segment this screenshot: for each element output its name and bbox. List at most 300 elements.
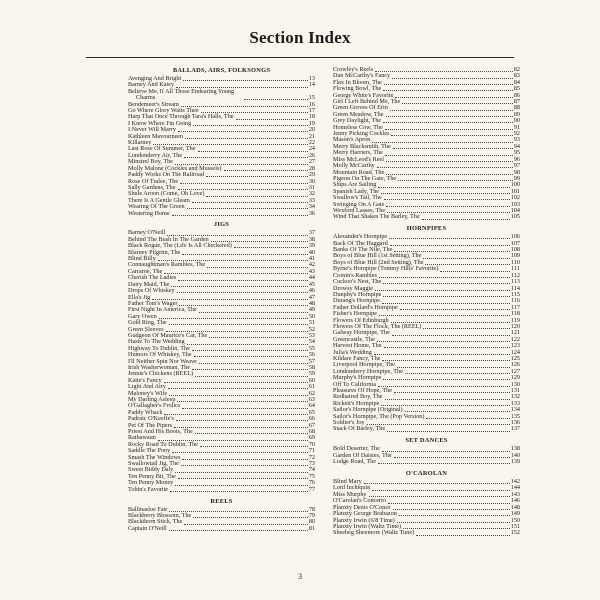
index-entry — [333, 214, 520, 220]
entry-title: Boys of Blue Hill (1st Setting), The — [333, 252, 422, 260]
entry-title: Homeless Cow, The — [333, 123, 383, 131]
entry-page: 125 — [510, 354, 520, 362]
entry-page: 18 — [308, 113, 315, 121]
entry-page: 131 — [510, 387, 520, 394]
dot-leader — [402, 103, 513, 104]
dot-leader — [384, 347, 510, 348]
entry-page: 106 — [510, 233, 520, 241]
dot-leader — [377, 167, 513, 168]
dot-leader — [423, 328, 509, 329]
dot-leader — [383, 90, 513, 91]
entry-title: Blarney Pilgrim, The — [128, 248, 181, 256]
entry-page: 63 — [308, 396, 315, 403]
dot-leader — [385, 399, 510, 400]
entry-page: 118 — [510, 310, 520, 318]
entry-title: Rose Of Tralee, The — [128, 177, 179, 185]
dot-leader — [159, 318, 308, 319]
entry-page: 39 — [308, 242, 315, 250]
entry-title: Ballinasloe Fair — [128, 505, 168, 513]
entry-page: 60 — [308, 376, 315, 384]
entry-page: 107 — [510, 239, 520, 247]
entry-page: 81 — [308, 524, 315, 532]
entry-title: Swinging On A Gate — [333, 200, 385, 208]
entry-title: Swallowtail Jig, The — [128, 460, 179, 468]
dot-leader — [387, 431, 510, 432]
entry-page: 27 — [308, 158, 315, 166]
dot-leader — [383, 296, 510, 297]
dot-leader — [164, 414, 307, 415]
entry-page: 86 — [513, 91, 520, 99]
entry-title: Pet Of The Pipers — [128, 421, 173, 429]
entry-page: 99 — [513, 174, 520, 182]
entry-title: Blind Billy — [128, 255, 156, 263]
dot-leader — [164, 273, 308, 274]
entry-title: Sheebeg Sheemore (Waltz Tune) — [333, 529, 415, 537]
dot-leader — [184, 524, 307, 525]
dot-leader — [192, 350, 308, 351]
dot-leader — [386, 161, 513, 162]
dot-leader — [182, 254, 308, 255]
entry-title: Flowers Of The Flock, The (REEL) — [333, 322, 422, 330]
index-entry — [333, 426, 520, 432]
entry-page: 82 — [513, 66, 520, 73]
entry-title: Bendemeer's Stream — [128, 100, 179, 108]
entry-page: 17 — [308, 107, 315, 115]
page-title: Section Index — [249, 28, 351, 47]
entry-title: Highway To Dublin, The — [128, 344, 190, 352]
entry-title: Gudgeon Of Maurice's Car, The — [128, 331, 208, 339]
entry-page: 143 — [510, 490, 520, 498]
entry-page: 137 — [510, 425, 520, 433]
entry-title: Saddle The Pony — [128, 447, 171, 455]
dot-leader — [369, 496, 510, 497]
entry-title: Dairy Maid, The — [128, 280, 170, 288]
entry-title: Harvest Home, The — [333, 342, 382, 350]
entry-title: Rathawaun — [128, 434, 156, 442]
entry-title: There Is A Gentle Gleam — [128, 196, 190, 204]
entry-page: 126 — [510, 361, 520, 369]
entry-page: 98 — [513, 168, 520, 176]
entry-page: 71 — [308, 447, 315, 455]
dot-leader — [199, 363, 308, 364]
dot-leader — [177, 401, 307, 402]
dot-leader — [393, 509, 510, 510]
entry-title: Maloney's Wife — [128, 389, 168, 397]
index-entry — [128, 89, 315, 102]
page-number: 3 — [298, 572, 302, 581]
entry-title: Ten Penny Bit, The — [128, 472, 176, 480]
entry-page: 130 — [510, 380, 520, 388]
entry-page: 120 — [510, 322, 520, 330]
dot-leader — [390, 245, 510, 246]
entry-page: 13 — [308, 75, 315, 82]
dot-leader — [195, 376, 308, 377]
entry-page: 122 — [510, 335, 520, 343]
entry-page: 97 — [513, 162, 520, 170]
dot-leader — [422, 219, 510, 220]
entry-title: Humors Of Whiskey, The — [128, 351, 192, 359]
section-heading: REELS — [210, 497, 233, 505]
entry-title: Alexander's Hornpipe — [333, 233, 388, 241]
entry-page: 113 — [510, 278, 520, 286]
entry-page: 100 — [510, 181, 520, 189]
dot-leader — [206, 196, 307, 197]
dot-leader — [200, 446, 308, 447]
entry-page: 112 — [510, 271, 520, 279]
dot-leader — [168, 388, 308, 389]
entry-page: 56 — [308, 351, 315, 359]
entry-title: Jenny Picking Cockles — [333, 130, 390, 138]
dot-leader — [383, 379, 509, 380]
entry-page: 104 — [510, 206, 520, 214]
entry-page: 26 — [308, 151, 315, 159]
entry-page: 83 — [513, 72, 520, 80]
entry-title: Katie's Fancy — [128, 376, 162, 384]
entry-page: 40 — [308, 248, 315, 256]
dot-leader — [397, 367, 510, 368]
entry-page: 70 — [308, 440, 315, 448]
dot-leader — [426, 418, 509, 419]
entry-page: 139 — [510, 458, 520, 466]
entry-page: 152 — [510, 529, 520, 537]
entry-page: 75 — [308, 472, 315, 480]
entry-page: 90 — [513, 117, 520, 125]
entry-title: Planxty Irwin (6/8 Time) — [333, 516, 395, 524]
dot-leader — [378, 463, 510, 464]
dot-leader — [382, 303, 510, 304]
entry-title: Banks Of The Nile, The — [333, 246, 393, 254]
dot-leader — [375, 71, 513, 72]
entry-title: Behind The Bush In The Garden — [128, 235, 209, 243]
entry-page: 22 — [308, 139, 315, 147]
section-heading: HORNPIPES — [406, 225, 447, 233]
dot-leader — [378, 187, 509, 188]
entry-title: Shule Aroon (Come, Oh Love) — [128, 190, 205, 198]
entry-title: Liverpool Hornpipe, The — [333, 361, 395, 369]
entry-title: Pigeon On The Gate, The — [333, 174, 397, 182]
entry-page: 150 — [510, 516, 520, 524]
entry-title: Back Of The Haggard — [333, 239, 388, 247]
dot-leader — [194, 356, 308, 357]
dot-leader — [183, 80, 308, 81]
entry-title: Cuckoo's Nest, The — [333, 278, 382, 286]
entry-title: Cherish The Ladies — [128, 274, 177, 282]
entry-title: Harp That Once Through Tara's Halls, The — [128, 113, 234, 121]
entry-title: Green Groves Of Erin — [333, 104, 388, 112]
entry-page: 79 — [308, 512, 315, 519]
entry-title: Merry Blacksmith, The — [333, 142, 391, 150]
entry-page: 103 — [510, 200, 520, 208]
entry-title: Garden Of Daisies, The — [333, 451, 392, 459]
entry-page: 68 — [308, 428, 315, 436]
entry-page: 89 — [513, 110, 520, 118]
dot-leader — [175, 472, 307, 473]
entry-page: 148 — [510, 503, 520, 511]
entry-title: Gary Owen — [128, 312, 157, 320]
entry-page: 149 — [510, 510, 520, 518]
entry-title: Sally Gardens, The — [128, 183, 176, 191]
dot-leader — [224, 170, 308, 171]
entry-page: 16 — [308, 100, 315, 108]
entry-page: 61 — [308, 383, 315, 391]
dot-leader — [375, 290, 510, 291]
entry-page: 78 — [308, 505, 315, 513]
dot-leader — [382, 451, 510, 452]
entry-page: 114 — [510, 284, 520, 292]
entry-page: 144 — [510, 484, 520, 492]
entry-title: Kildare Fancy, The — [333, 354, 381, 362]
entry-title: Girl I Left Behind Me, The — [333, 98, 401, 106]
dot-leader — [187, 208, 308, 209]
entry-page: 30 — [308, 177, 315, 185]
dot-leader — [176, 420, 308, 421]
entry-page: 65 — [308, 408, 315, 416]
index-entry — [128, 487, 315, 493]
entry-page: 142 — [510, 478, 520, 486]
dot-leader — [379, 277, 510, 278]
dot-leader — [175, 485, 308, 486]
dot-leader — [193, 517, 308, 518]
entry-title: Sailor's Hornpipe, The (Pop Version) — [333, 412, 425, 420]
entry-page: 109 — [510, 252, 520, 260]
entry-page: 37 — [308, 229, 315, 237]
dot-leader — [193, 125, 308, 126]
entry-page: 85 — [513, 85, 520, 93]
entry-page: 117 — [510, 303, 520, 311]
dot-leader — [192, 202, 308, 203]
entry-title: Londonderry Air, The — [128, 151, 183, 159]
dot-leader — [169, 395, 308, 396]
dot-leader — [381, 193, 510, 194]
dot-leader — [367, 424, 510, 425]
dot-leader — [393, 148, 513, 149]
dot-leader — [394, 392, 510, 393]
entry-title: Dan McCarthy's Fancy — [333, 72, 391, 80]
entry-page: 43 — [308, 267, 315, 275]
entry-title: Father Tom's Wager — [128, 299, 178, 307]
dot-leader — [174, 427, 308, 428]
dot-leader — [392, 78, 513, 79]
entry-title: George White's Favorite — [333, 91, 394, 99]
entry-page: 146 — [510, 497, 520, 505]
entry-title: Soldier's Joy — [333, 419, 365, 427]
entry-title: Blackberry Blossom, The — [128, 512, 192, 519]
dot-leader — [386, 206, 509, 207]
title-rule — [86, 57, 514, 58]
entry-page: 129 — [510, 374, 520, 382]
index-entry — [128, 526, 315, 532]
entry-title: Redhaired Boy, The — [333, 393, 383, 401]
dot-leader — [383, 122, 513, 123]
dot-leader — [385, 129, 513, 130]
entry-page: 52 — [308, 325, 315, 333]
entry-page: 74 — [308, 466, 315, 474]
entry-title: Killarney — [128, 139, 152, 147]
entry-page: 94 — [513, 142, 520, 150]
dot-leader — [405, 373, 510, 374]
index-column — [333, 67, 520, 537]
entry-page: 69 — [308, 434, 315, 442]
dot-leader — [423, 258, 509, 259]
entry-page: 66 — [308, 415, 315, 423]
entry-title: Boys of Blue Hill (2nd Setting), The — [333, 258, 424, 266]
entry-title: Drowsy Maggie — [333, 284, 374, 292]
entry-title: Green Sleeves — [128, 325, 164, 333]
entry-title: Grey Daylight, The — [333, 117, 382, 125]
dot-leader — [179, 305, 307, 306]
entry-title: Flowing Bowl, The — [333, 85, 382, 93]
entry-page: 73 — [308, 460, 315, 468]
entry-title: Green Meadow, The — [333, 110, 384, 118]
entry-page: 116 — [510, 297, 520, 305]
dot-leader — [383, 283, 510, 284]
dot-leader — [234, 247, 308, 248]
entry-title: Westering Home — [128, 209, 170, 217]
entry-page: 119 — [510, 316, 520, 324]
entry-page: 95 — [513, 149, 520, 157]
entry-page: 55 — [308, 344, 315, 352]
index-entry — [333, 530, 520, 536]
entry-title: Wexford Lasses, The — [333, 206, 386, 214]
entry-title: Spanish Lady, The — [333, 187, 380, 195]
dot-leader — [199, 312, 308, 313]
entry-title: Connaughtman's Rambles, The — [128, 261, 206, 269]
entry-page: 135 — [510, 412, 520, 420]
entry-page: 38 — [308, 235, 315, 243]
entry-title: Cronin's Rambles — [333, 271, 377, 279]
entry-title: Light And Airy — [128, 383, 166, 391]
dot-leader — [416, 535, 510, 536]
entry-title: Blackthorn Stick, The — [128, 518, 183, 526]
entry-title: Julia's Wedding — [333, 348, 372, 356]
entry-title: Carraroe, The — [128, 267, 163, 275]
entry-title: Murphy's Hornpipe — [333, 374, 382, 382]
section-heading: SET DANCES — [405, 437, 448, 445]
dot-leader — [385, 155, 513, 156]
entry-page: 15 — [308, 94, 315, 102]
dot-leader — [184, 157, 308, 158]
entry-title: Drops Of Whiskey — [128, 287, 175, 295]
entry-title: Dunphy's Hornpipe — [333, 290, 382, 298]
entry-page: 28 — [308, 164, 315, 172]
entry-page: 58 — [308, 363, 315, 371]
dot-leader — [171, 286, 308, 287]
dot-leader — [182, 408, 308, 409]
dot-leader — [172, 215, 308, 216]
dot-leader — [206, 176, 308, 177]
dot-leader — [386, 174, 513, 175]
entry-title: I'll Neither Spin Nor Weave — [128, 357, 197, 365]
entry-page: 49 — [308, 306, 315, 314]
dot-leader — [386, 116, 513, 117]
section-heading: BALLADS, AIRS, FOLKSONGS — [172, 67, 271, 74]
dot-leader — [398, 180, 513, 181]
dot-leader — [390, 110, 513, 111]
entry-page: 72 — [308, 453, 315, 461]
dot-leader — [209, 337, 308, 338]
entry-title: Captain O'Neill — [128, 524, 167, 532]
dot-leader — [180, 183, 308, 184]
entry-page: 91 — [513, 123, 520, 131]
dot-leader — [195, 433, 308, 434]
entry-page: 57 — [308, 357, 315, 365]
entry-page: 115 — [510, 290, 520, 298]
entry-title: I Know Where I'm Going — [128, 119, 192, 127]
entry-title: Londonderry Hornpipe, The — [333, 367, 403, 375]
entry-title: Miss McLeod's Reel — [333, 155, 384, 163]
entry-page: 138 — [510, 445, 520, 453]
dot-leader — [207, 267, 308, 268]
dot-leader — [170, 491, 308, 492]
entry-title: Merry Harriers, The — [333, 149, 383, 157]
entry-page: 32 — [308, 190, 315, 198]
entry-page: 92 — [513, 130, 520, 138]
entry-title: Wind That Shakes The Barley, The — [333, 213, 420, 221]
dot-leader — [388, 503, 510, 504]
entry-title: Planxty George Brabazon — [333, 510, 397, 518]
entry-page: 14 — [308, 81, 315, 89]
section-heading: O'CAROLAN — [405, 470, 448, 478]
entry-title: Ships Are Sailing — [333, 181, 377, 189]
entry-page: 140 — [510, 451, 520, 459]
entry-title: Blind Mary — [333, 478, 362, 486]
entry-title: Lord Inchiquin — [333, 484, 371, 492]
entry-page: 67 — [308, 421, 315, 429]
entry-page: 53 — [308, 331, 315, 339]
dot-leader — [192, 369, 308, 370]
entry-page: 108 — [510, 246, 520, 254]
entry-page: 127 — [510, 367, 520, 375]
entry-page: 102 — [510, 194, 520, 202]
entry-title: O'Carolan's Concerto — [333, 497, 386, 505]
dot-leader — [178, 131, 308, 132]
dot-leader — [374, 354, 510, 355]
entry-title: Stack Of Barley, The — [333, 425, 386, 433]
section-heading: JIGS — [213, 221, 230, 229]
index-entry — [333, 459, 520, 465]
entry-title: Paddy Works On The Railroad — [128, 171, 204, 179]
entry-title: Wearing Of The Green — [128, 203, 185, 211]
dot-leader — [440, 271, 510, 272]
entry-title: Haste To The Wedding — [128, 338, 185, 346]
entry-title: Durang's Hornpipe — [333, 297, 380, 305]
entry-title: Last Rose Of Summer, The — [128, 145, 196, 153]
entry-page: 88 — [513, 104, 520, 112]
entry-page: 34 — [308, 203, 315, 211]
entry-page: 111 — [511, 265, 520, 273]
entry-page: 132 — [510, 393, 520, 401]
entry-title: Jennie's Chickens (REEL) — [128, 370, 194, 378]
entry-page: 123 — [510, 342, 520, 350]
dot-leader — [379, 315, 510, 316]
entry-title: Smash The Windows — [128, 453, 181, 461]
entry-title: Tobin's Favorite — [128, 485, 169, 493]
entry-title: Believe Me, If All Those Endearing Young Charms — [128, 87, 235, 102]
dot-leader — [164, 382, 308, 383]
entry-page: 46 — [308, 287, 315, 295]
dot-leader — [394, 457, 510, 458]
entry-title: Planxty Denis O'Conor — [333, 503, 391, 511]
dot-leader — [181, 106, 308, 107]
dot-leader — [400, 309, 510, 310]
index-entry — [128, 211, 315, 217]
entry-title: Mason's Apron — [333, 136, 371, 144]
entry-page: 136 — [510, 419, 520, 427]
entry-page: 64 — [308, 402, 315, 410]
entry-title: Bold Deserter, The — [333, 445, 380, 453]
entry-title: Rocky Road To Dublin, The — [128, 440, 198, 448]
entry-page: 41 — [308, 255, 315, 263]
